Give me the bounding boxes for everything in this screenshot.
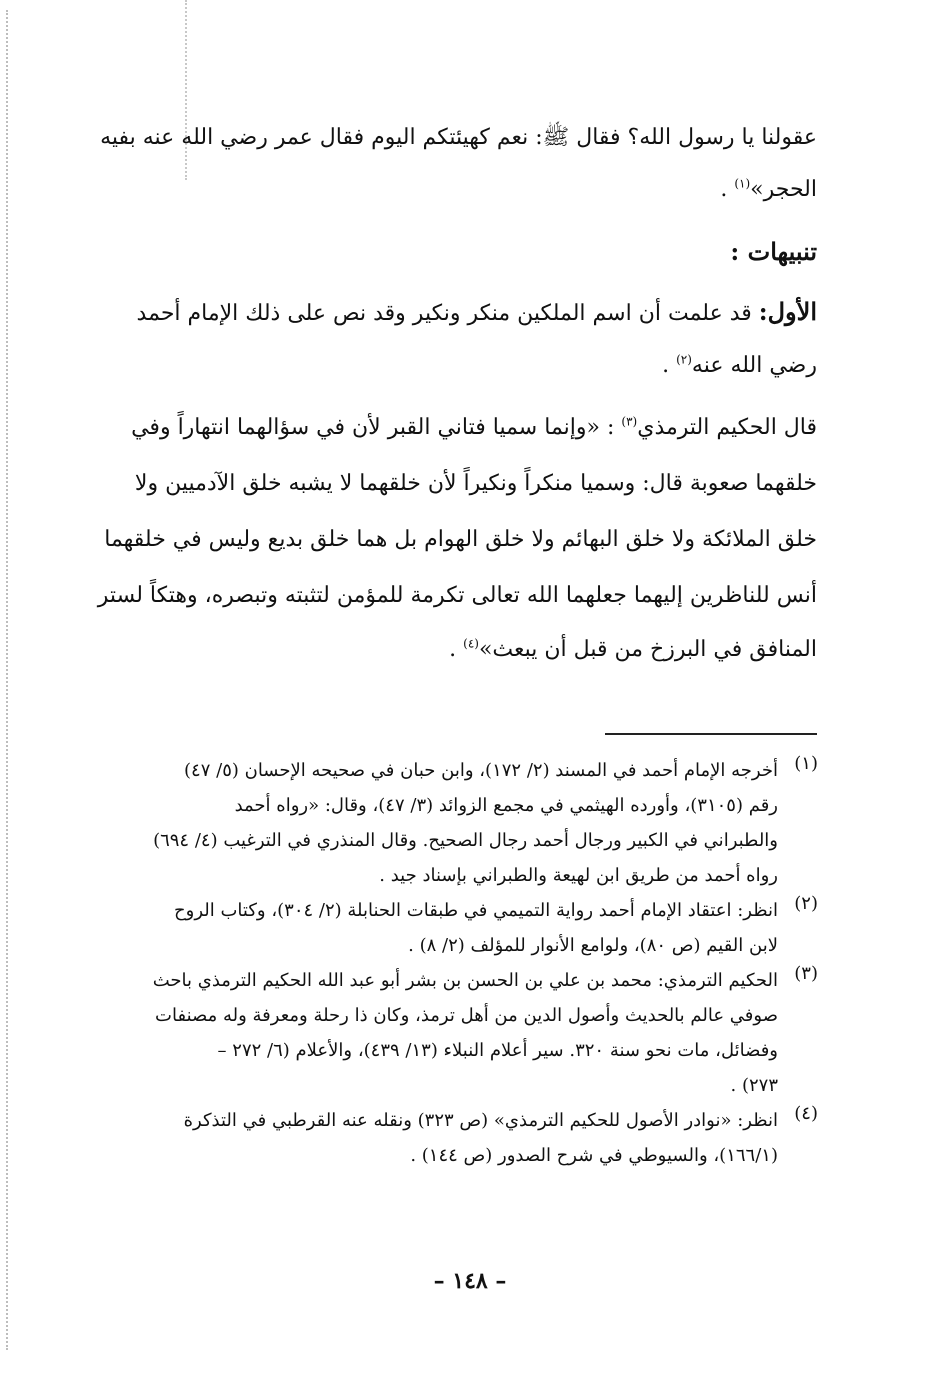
- footnote-ref: (٢): [676, 352, 692, 367]
- footnote-line: انظر: «نوادر الأصول للحكيم الترمذي» (ص ٣٢٣) ونقله عنه القرطبي في التذكرة: [183, 1110, 778, 1131]
- paragraph-3-line-1: [95, 400, 817, 456]
- footnote-line: لابن القيم (ص ٨٠)، ولوامع الأنوار للمؤلف (٢/ ٨) .: [408, 935, 778, 956]
- text-run: المنافق في البرزخ من قبل أن يبعث»: [478, 637, 817, 662]
- paragraph-3-line-3: خلق الملائكة ولا خلق البهائم ولا خلق الهوام بل هما خلق بديع وليس في خلقهما: [104, 527, 817, 552]
- footnote-line: (١٦٦/١)، والسيوطي في شرح الصدور (ص ١٤٤) .: [410, 1145, 778, 1166]
- footnote-number: (١): [794, 753, 818, 774]
- footnote-line: رقم (٣١٠٥)، وأورده الهيثمي في مجمع الزوائد (٣/ ٤٧)، وقال: «رواه أحمد: [234, 795, 778, 816]
- scan-dotted-edge: [6, 10, 8, 1350]
- text-run: : «وإنما سميا فتاني القبر لأن في سؤالهما انتهاراً وفي: [131, 415, 622, 440]
- text-run: .: [662, 353, 677, 378]
- text-run: .: [720, 177, 735, 202]
- paragraph-3-line-2: خلقهما صعوبة قال: وسميا منكراً ونكيراً لأن خلقهما لا يشبه خلق الآدميين ولا: [134, 471, 817, 496]
- paragraph-1-line-2: [95, 162, 817, 218]
- section-heading: تنبيهات :: [730, 237, 817, 266]
- footnote-ref: (٣): [621, 414, 638, 429]
- footnote-line: الحكيم الترمذي: محمد بن علي بن الحسن بن بشر أبو عبد الله الحكيم الترمذي باحث: [152, 970, 778, 991]
- footnote-number: (٤): [794, 1103, 818, 1124]
- footnote-separator: [605, 733, 817, 735]
- text-run: رضي الله عنه: [691, 353, 817, 378]
- paragraph-1-line-1: عقولنا يا رسول الله؟ فقال ﷺ: نعم كهيئتكم اليوم فقال عمر رضي الله عنه بفيه: [100, 125, 817, 150]
- paragraph-2-line-2: [95, 338, 817, 394]
- footnote-number: (٢): [794, 893, 818, 914]
- text-run: .: [449, 637, 464, 662]
- text-run: قد علمت أن اسم الملكين منكر ونكير وقد نص على ذلك الإمام أحمد: [136, 301, 759, 326]
- footnote-ref: (٤): [463, 636, 479, 651]
- page-number: – ١٤٨ –: [433, 1268, 507, 1294]
- footnote-ref: (١): [734, 176, 751, 191]
- footnote-4: [100, 1103, 818, 1173]
- footnote-line: انظر: اعتقاد الإمام أحمد رواية التميمي في طبقات الحنابلة (٢/ ٣٠٤)، وكتاب الروح: [174, 900, 778, 921]
- footnote-line: ٢٧٣) .: [730, 1075, 778, 1096]
- footnotes: [100, 753, 818, 1173]
- footnote-line: رواه أحمد من طريق ابن لهيعة والطبراني بإسناد جيد .: [379, 865, 778, 886]
- text-run: الحجر»: [750, 177, 817, 202]
- footnote-line: والطبراني في الكبير ورجال أحمد رجال الصحيح. وقال المنذري في الترغيب (٤/ ٦٩٤): [153, 830, 778, 851]
- paragraph-lead: الأول:: [758, 297, 817, 326]
- footnote-line: صوفي عالم بالحديث وأصول الدين من أهل ترمذ، وكان ذا رحلة ومعرفة وله مصنفات: [155, 1005, 778, 1026]
- footnote-line: وفضائل، مات نحو سنة ٣٢٠. سير أعلام النبلاء (١٣/ ٤٣٩)، والأعلام (٦/ ٢٧٢ –: [217, 1040, 778, 1061]
- footnote-line: أخرجه الإمام أحمد في المسند (٢/ ١٧٢)، وابن حبان في صحيحه الإحسان (٥/ ٤٧): [184, 760, 778, 781]
- footnote-number: (٣): [794, 963, 818, 984]
- footnote-2: [100, 893, 818, 963]
- paragraph-3-line-5: [95, 622, 817, 678]
- footnote-3: [100, 963, 818, 1103]
- text-run: قال الحكيم الترمذي: [637, 415, 817, 440]
- paragraph-2-line-1: [95, 284, 817, 340]
- footnote-1: [100, 753, 818, 893]
- paragraph-3-line-4: أنس للناظرين إليهما جعلهما الله تعالى تكرمة للمؤمن لتثبته وتبصره، وهتكاً لستر: [97, 583, 817, 608]
